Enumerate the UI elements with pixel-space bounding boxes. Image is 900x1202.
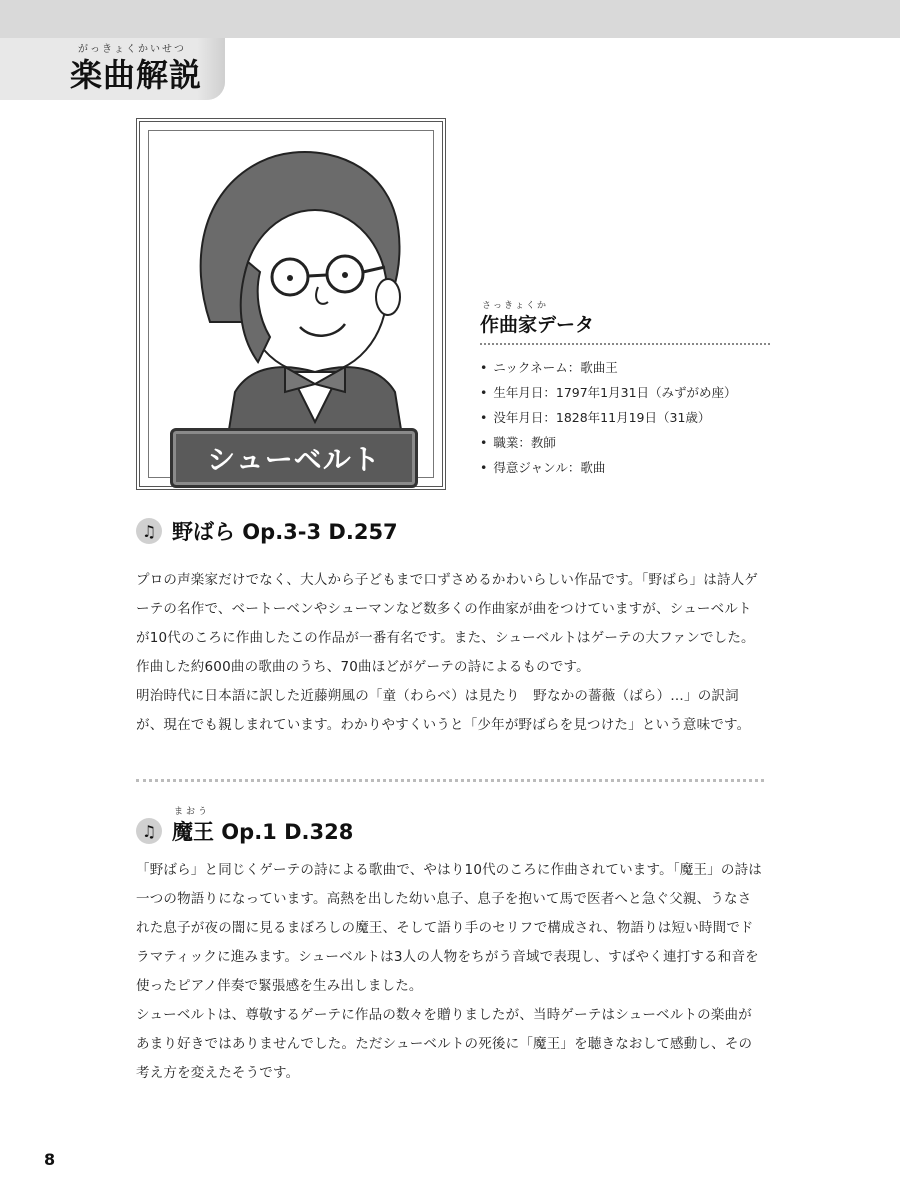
data-item-birth: • 生年月日：1797年1月31日（みずがめ座）	[480, 380, 770, 405]
section-title-ruby: まおう	[174, 807, 211, 817]
paragraph: 「野ばら」と同じくゲーテの詩による歌曲で、やはり10代のころに作曲されています。「魔王」の詩は一つの物語りになっています。高熱を出した幼い息子、息子を抱いて馬で医者へと急ぐ父親、うなされた息子が夜の闇に見るまぼろしの魔王、そして語り手のセリフで構成され、物語りは短い時間でドラマティックに進みます。シューベルトは3人の人物をちがう音域で表現し、すばやく連打する和音を使ったピアノ伴奏で緊張感を生み出しました。	[136, 862, 762, 994]
section-body-maou	[136, 856, 764, 1088]
composer-data	[480, 298, 770, 480]
section-divider	[136, 779, 764, 782]
section-title-maou: 魔王 Op.1 D.328	[172, 820, 354, 844]
page-number: 8	[44, 1150, 56, 1169]
paragraph: 明治時代に日本語に訳した近藤朔風の「童（わらべ）は見たり 野なかの薔薇（ばら）…」の訳詞が、現在でも親しまれています。わかりやすくいうと「少年が野ばらを見つけた」という意味です。	[136, 688, 751, 733]
data-item-occupation: • 職業：教師	[480, 430, 770, 455]
section-heading-maou	[136, 816, 353, 846]
data-title: 作曲家データ	[480, 310, 770, 345]
top-band	[0, 0, 900, 38]
composer-name-plate: シューベルト	[170, 428, 418, 488]
section-heading-nobara	[136, 516, 398, 546]
data-item-genre: • 得意ジャンル：歌曲	[480, 455, 770, 480]
data-title-ruby: さっきょくか	[482, 301, 549, 311]
data-item-nickname: • ニックネーム：歌曲王	[480, 355, 770, 380]
paragraph: プロの声楽家だけでなく、大人から子どもまで口ずさめるかわいらしい作品です。「野ばら」は詩人ゲーテの名作で、ベートーベンやシューマンなど数多くの作曲家が曲をつけていますが、シューベルトが10代のころに作曲したこの作品が一番有名です。また、シューベルトはゲーテの大ファンでした。作曲した約600曲の歌曲のうち、70曲ほどがゲーテの詩によるものです。	[136, 572, 759, 675]
data-list	[480, 355, 770, 480]
section-title-nobara: 野ばら Op.3-3 D.257	[172, 520, 398, 544]
page-title: 楽曲解説	[70, 56, 203, 94]
paragraph: シューベルトは、尊敬するゲーテに作品の数々を贈りましたが、当時ゲーテはシューベルトの楽曲があまり好きではありませんでした。ただシューベルトの死後に「魔王」を聴きなおして感動し、その考え方を変えたそうです。	[136, 1007, 753, 1081]
music-note-icon: ♫	[136, 818, 162, 844]
music-note-icon: ♫	[136, 518, 162, 544]
header-ruby: がっきょくかいせつ	[78, 44, 186, 55]
section-body-nobara	[136, 566, 764, 740]
data-item-death: • 没年月日：1828年11月19日（31歳）	[480, 405, 770, 430]
